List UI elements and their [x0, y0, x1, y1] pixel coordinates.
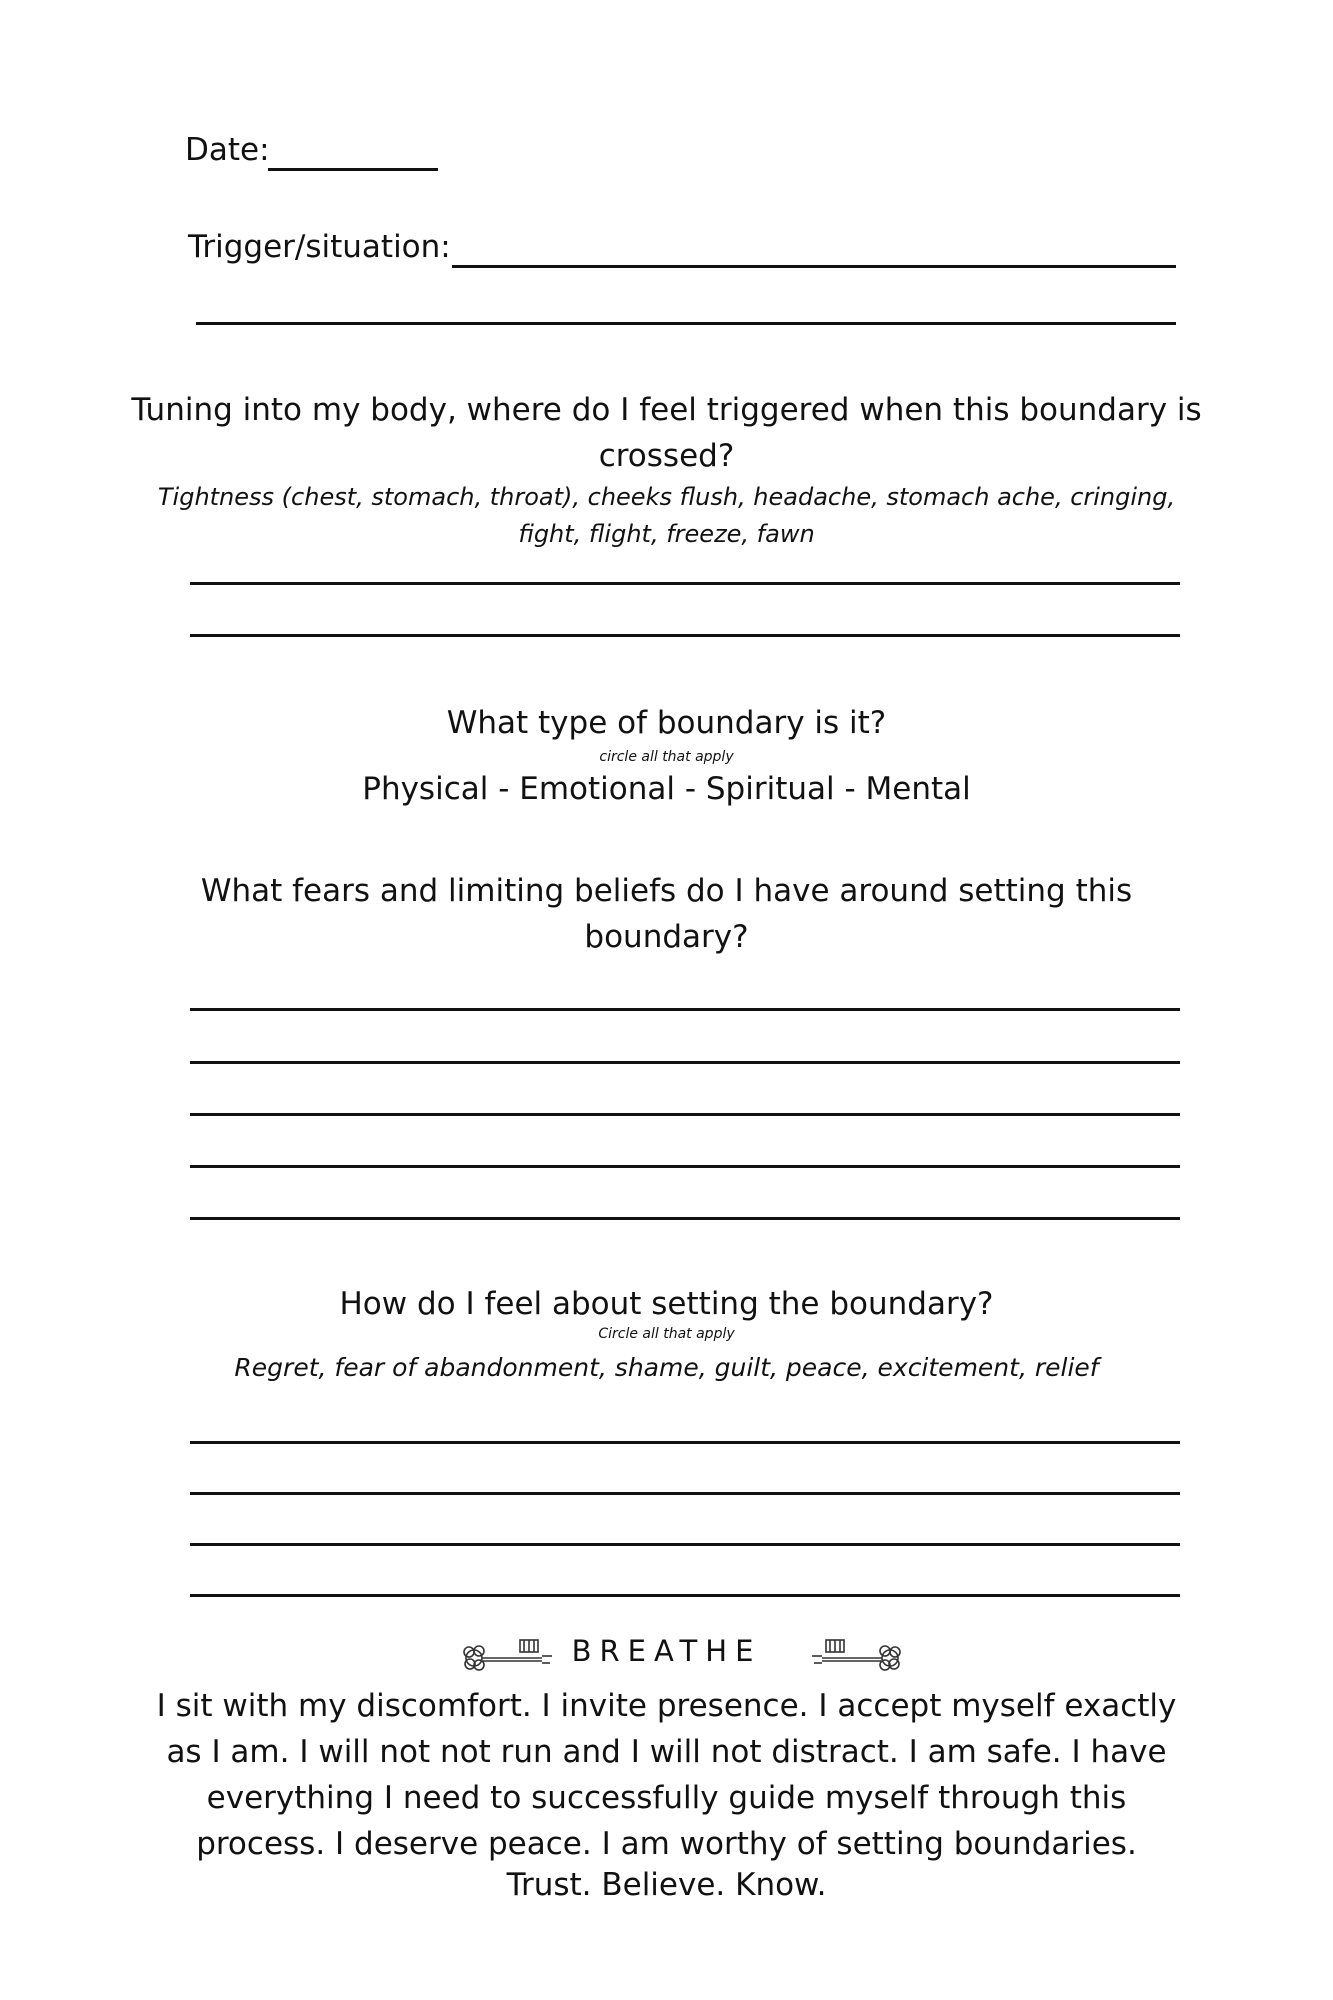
type-instruction: circle all that apply	[599, 749, 734, 765]
answer-line[interactable]	[190, 1594, 1180, 1597]
feelings-question: How do I feel about setting the boundary?	[339, 1286, 994, 1322]
answer-line[interactable]	[190, 1008, 1180, 1011]
feelings-options[interactable]: Regret, fear of abandonment, shame, guilt, peace, excitement, relief	[234, 1353, 1099, 1382]
boundary-type-options[interactable]: Physical - Emotional - Spiritual - Mental	[362, 771, 971, 807]
breathe-header	[430, 1632, 903, 1682]
skeleton-key-icon	[460, 1632, 554, 1678]
fears-question: What fears and limiting beliefs do I have around setting this boundary?	[200, 873, 1133, 955]
answer-line[interactable]	[190, 634, 1180, 637]
date-blank-line[interactable]	[268, 168, 438, 171]
answer-line[interactable]	[190, 1543, 1180, 1546]
date-label: Date:	[185, 132, 270, 168]
answer-line[interactable]	[190, 1113, 1180, 1116]
trigger-label: Trigger/situation:	[188, 229, 451, 265]
body-question: Tuning into my body, where do I feel triggered when this boundary is crossed?	[131, 392, 1202, 474]
answer-line[interactable]	[190, 1217, 1180, 1220]
answer-line[interactable]	[190, 1441, 1180, 1444]
feelings-instruction: Circle all that apply	[598, 1326, 735, 1342]
answer-line[interactable]	[190, 1492, 1180, 1495]
affirmation-closing: Trust. Believe. Know.	[506, 1867, 827, 1903]
skeleton-key-icon	[810, 1632, 904, 1678]
breathe-title: BREATHE	[571, 1634, 762, 1668]
trigger-blank-line[interactable]	[452, 265, 1176, 268]
answer-line[interactable]	[190, 1061, 1180, 1064]
type-question: What type of boundary is it?	[446, 705, 887, 741]
affirmation-text: I sit with my discomfort. I invite presence. I accept myself exactly as I am. I will not not run and I will not distract. I am safe. I have everything I need to successfully guide myself through this process. I deserve peace. I am worthy of setting boundaries.	[156, 1688, 1177, 1862]
answer-line[interactable]	[190, 1165, 1180, 1168]
trigger-blank-line[interactable]	[196, 322, 1176, 325]
answer-line[interactable]	[190, 582, 1180, 585]
body-examples: Tightness (chest, stomach, throat), cheeks flush, headache, stomach ache, cringing, fight, flight, freeze, fawn	[157, 483, 1176, 548]
